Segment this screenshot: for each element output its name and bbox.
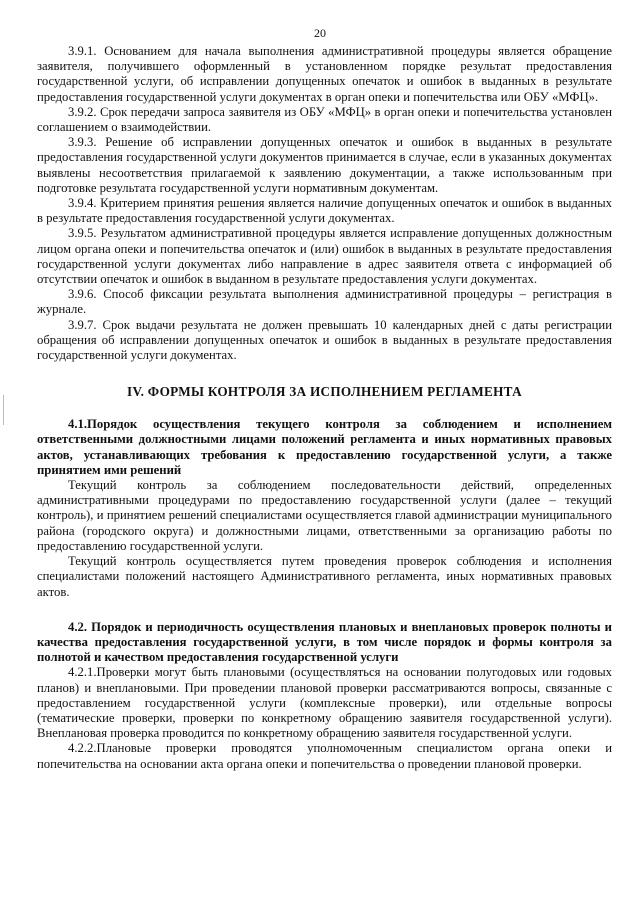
paragraph-3-9-6: 3.9.6. Способ фиксации результата выполнения административной процедуры – регистрация в журнале. <box>37 287 612 317</box>
page-body <box>37 44 612 772</box>
paragraph-3-9-2: 3.9.2. Срок передачи запроса заявителя из ОБУ «МФЦ» в орган опеки и попечительства установлен соглашением о взаимодействии. <box>37 104 612 135</box>
paragraph-4-2-1: 4.2.1.Проверки могут быть плановыми (осуществляться на основании полугодовых или годовых планов) и внеплановыми. При проведении плановой проверки рассматриваются вопросы, связанные с предоставлением государственной услуги (комплексные проверки), или отдельные вопросы (тематические проверки, проверки по конкретному обращению заявителя государственной услуги). Внеплановая проверка проводится по конкретному обращению заявителя государственной услуги. <box>37 665 612 741</box>
paragraph-3-9-3: 3.9.3. Решение об исправлении допущенных опечаток и ошибок в выданных в результате предоставления государственной услуги документов принимается в случае, если в указанных документах выявлены несоответствия прилагаемой к заявлению документации, а также использованным при подготовке результата государственной услуги нормативным документам. <box>37 135 612 195</box>
paragraph-3-9-7: 3.9.7. Срок выдачи результата не должен превышать 10 календарных дней с даты регистрации обращения об исправлении допущенных опечаток и ошибок в выданных в результате предоставления государственной услуги документах. <box>37 317 612 363</box>
paragraph-4-1-a: Текущий контроль за соблюдением последовательности действий, определенных административными процедурами по предоставлению государственной услуги (далее – текущий контроль), и принятием решений специалистами осуществляется главой администрации муниципального района (городского округа) и должностными лицами, ответственными за организацию работы по предоставлению государственной услуги. <box>37 478 612 553</box>
paragraph-4-1-b: Текущий контроль осуществляется путем проведения проверок соблюдения и исполнения специалистами положений настоящего Административного регламента, иных нормативных правовых актов. <box>37 554 612 599</box>
scan-margin-mark <box>3 395 4 425</box>
subsection-4-2-heading: 4.2. Порядок и периодичность осуществления плановых и внеплановых проверок полноты и качества предоставления государственной услуги, в том числе порядок и формы контроля за полнотой и качеством предоставления государственной услуги <box>37 619 612 665</box>
subsection-4-1-heading: 4.1.Порядок осуществления текущего контроля за соблюдением и исполнением ответственными должностными лицами положений регламента и иных нормативных правовых актов, устанавливающих требования к предоставлению государственной услуги, а также принятием ими решений <box>37 417 612 477</box>
section-spacer <box>37 600 612 620</box>
paragraph-3-9-5: 3.9.5. Результатом административной процедуры является исправление допущенных должностным лицом органа опеки и попечительства опечаток и (или) ошибок в выданных в результате предоставления государственной услуги документах либо направление в адрес заявителя ответа с информацией об отсутствии опечаток и ошибок в выданном в результате предоставления услуги документах. <box>37 226 612 287</box>
paragraph-3-9-1: 3.9.1. Основанием для начала выполнения административной процедуры является обращение заявителя, получившего оформленный в установленном порядке результат предоставления государственной услуги, об исправлении допущенных опечаток и ошибок в выданных в результате предоставления государственной услуги документах в орган опеки и попечительства или ОБУ «МФЦ». <box>37 44 612 104</box>
paragraph-3-9-4: 3.9.4. Критерием принятия решения является наличие допущенных опечаток и ошибок в выданных в результате предоставления государственной услуги документах. <box>37 196 612 226</box>
section-4-heading: IV. ФОРМЫ КОНТРОЛЯ ЗА ИСПОЛНЕНИЕМ РЕГЛАМЕНТА <box>127 384 522 400</box>
paragraph-4-2-2: 4.2.2.Плановые проверки проводятся уполномоченным специалистом органа опеки и попечительства на основании акта органа опеки и попечительства о проведении плановой проверки. <box>37 741 612 771</box>
page-number: 20 <box>314 26 326 40</box>
